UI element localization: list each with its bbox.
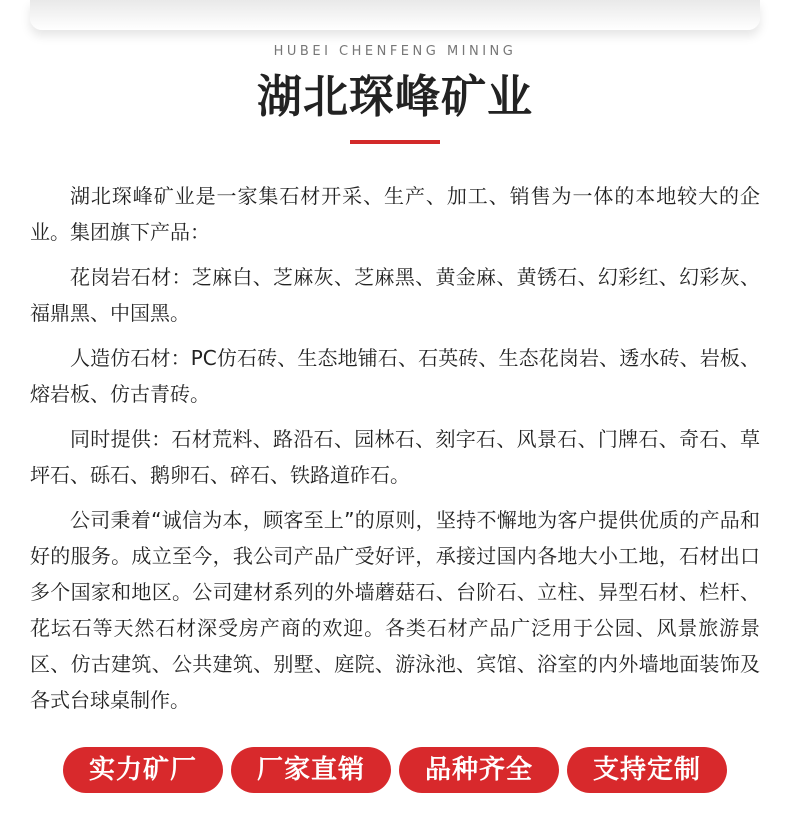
paragraph-also-provide: 同时提供：石材荒料、路沿石、园林石、刻字石、风景石、门牌石、奇石、草坪石、砾石、鹅卵石、碎石、铁路道砟石。 [30, 427, 760, 487]
company-description [30, 178, 760, 727]
badge-strength: 实力矿厂 [63, 747, 223, 793]
paragraph-granite: 花岗岩石材：芝麻白、芝麻灰、芝麻黑、黄金麻、黄锈石、幻彩红、幻彩灰、福鼎黑、中国黑。 [30, 265, 760, 325]
feature-badges [63, 747, 733, 795]
paragraph-artificial-stone: 人造仿石材：PC仿石砖、生态地铺石、石英砖、生态花岗岩、透水砖、岩板、熔岩板、仿古青砖。 [30, 346, 760, 406]
top-shadow-bar [30, 0, 760, 30]
badge-customization: 支持定制 [567, 747, 727, 793]
page-subtitle: HUBEI CHENFENG MINING [273, 44, 517, 59]
paragraph-intro: 湖北琛峰矿业是一家集石材开采、生产、加工、销售为一体的本地较大的企业。集团旗下产品： [30, 184, 760, 244]
paragraph-company-principles: 公司秉着“诚信为本，顾客至上”的原则，坚持不懈地为客户提供优质的产品和好的服务。成立至今，我公司产品广受好评，承接过国内各地大小工地，石材出口多个国家和地区。公司建材系列的外墙蘑菇石、台阶石、立柱、异型石材、栏杆、花坛石等天然石材深受房产商的欢迎。各类石材产品广泛用于公园、风景旅游景区、仿古建筑、公共建筑、别墅、庭院、游泳池、宾馆、浴室的内外墙地面装饰及各式台球桌制作。 [30, 508, 760, 712]
badge-factory-direct: 厂家直销 [231, 747, 391, 793]
page-title: 湖北琛峰矿业 [256, 70, 533, 123]
badge-full-range: 品种齐全 [399, 747, 559, 793]
title-underline [350, 140, 440, 144]
